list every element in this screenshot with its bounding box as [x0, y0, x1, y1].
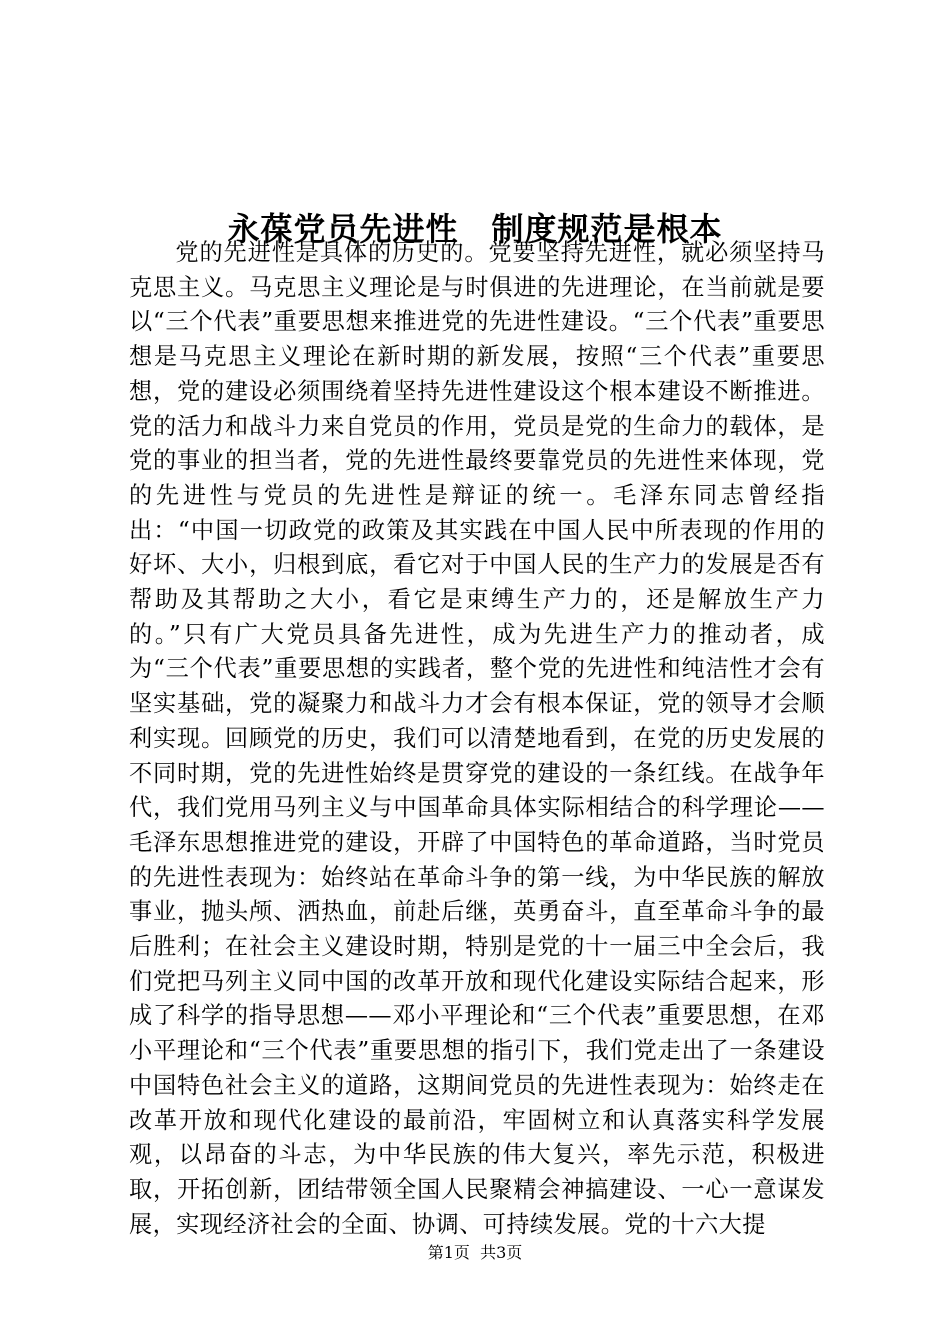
page-number-footer: 第1页 共3页 [427, 1243, 523, 1262]
document-body-paragraph: 党的先进性是具体的历史的。党要坚持先进性，就必须坚持马克思主义。马克思主义理论是与时俱进的先进理论，在当前就是要以“三个代表”重要思想来推进党的先进性建设。“三个代表”重要思想是马克思主义理论在新时期的新发展，按照“三个代表”重要思想，党的建设必须围绕着坚持先进性建设这个根本建设不断推进。党的活力和战斗力来自党员的作用，党员是党的生命力的载体，是党的事业的担当者，党的先进性最终要靠党员的先进性来体现，党的先进性与党员的先进性是辩证的统一。毛泽东同志曾经指出：“中国一切政党的政策及其实践在中国人民中所表现的作用的好坏、大小，归根到底，看它对于中国人民的生产力的发展是否有帮助及其帮助之大小，看它是束缚生产力的，还是解放生产力的。”只有广大党员具备先进性，成为先进生产力的推动者，成为“三个代表”重要思想的实践者，整个党的先进性和纯洁性才会有坚实基础，党的凝聚力和战斗力才会有根本保证，党的领导才会顺利实现。回顾党的历史，我们可以清楚地看到，在党的历史发展的不同时期，党的先进性始终是贯穿党的建设的一条红线。在战争年代，我们党用马列主义与中国革命具体实际相结合的科学理论——毛泽东思想推进党的建设，开辟了中国特色的革命道路，当时党员的先进性表现为：始终站在革命斗争的第一线，为中华民族的解放事业，抛头颅、洒热血，前赴后继，英勇奋斗，直至革命斗争的最后胜利；在社会主义建设时期，特别是党的十一届三中全会后，我们党把马列主义同中国的改革开放和现代化建设实际结合起来，形成了科学的指导思想——邓小平理论和“三个代表”重要思想，在邓小平理论和“三个代表”重要思想的指引下，我们党走出了一条建设中国特色社会主义的道路，这期间党员的先进性表现为：始终走在改革开放和现代化建设的最前沿，牢固树立和认真落实科学发展观，以昂奋的斗志，为中华民族的伟大复兴，率先示范，积极进取，开拓创新，团结带领全国人民聚精会神搞建设、一心一意谋发展，实现经济社会的全面、协调、可持续发展。党的十六大提 [129, 239, 825, 1238]
document-title: 永葆党员先进性 制度规范是根本 [227, 210, 723, 249]
